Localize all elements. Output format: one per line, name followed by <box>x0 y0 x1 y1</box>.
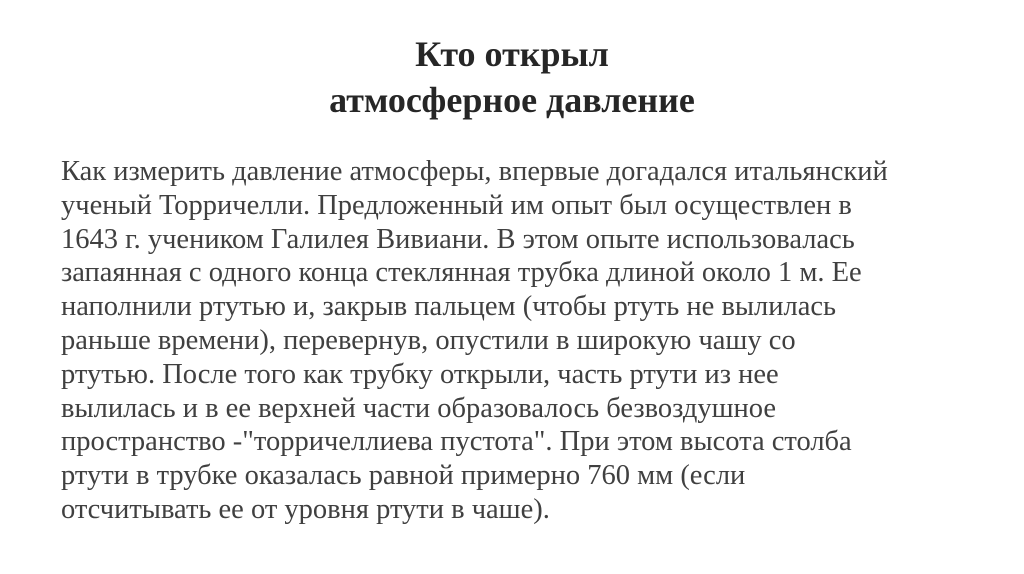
body-line: запаянная с одного конца стеклянная трубка длиной около 1 м. Ее <box>61 257 862 289</box>
title-line-1: Кто открыл <box>415 34 609 74</box>
body-paragraph <box>61 155 961 527</box>
body-line: ученый Торричелли. Предложенный им опыт был осуществлен в <box>61 189 852 221</box>
body-line: пространство -"торричеллиева пустота". При этом высота столба <box>61 426 852 458</box>
body-line: отсчитывать ее от уровня ртути в чаше). <box>61 493 550 525</box>
title-line-2: атмосферное давление <box>329 80 695 120</box>
body-line: раньше времени), перевернув, опустили в широкую чашу со <box>61 324 796 356</box>
body-line: 1643 г. учеником Галилея Вивиани. В этом опыте использовалась <box>61 223 855 255</box>
body-line: наполнили ртутью и, закрыв пальцем (чтобы ртуть не вылилась <box>61 291 837 323</box>
slide-title <box>0 31 1024 123</box>
body-line: вылилась и в ее верхней части образовалось безвоздушное <box>61 392 777 424</box>
body-line: ртутью. После того как трубку открыли, часть ртути из нее <box>61 358 779 390</box>
body-line: ртути в трубке оказалась равной примерно 760 мм (если <box>61 460 746 492</box>
body-line: Как измерить давление атмосферы, впервые догадался итальянский <box>61 156 888 187</box>
